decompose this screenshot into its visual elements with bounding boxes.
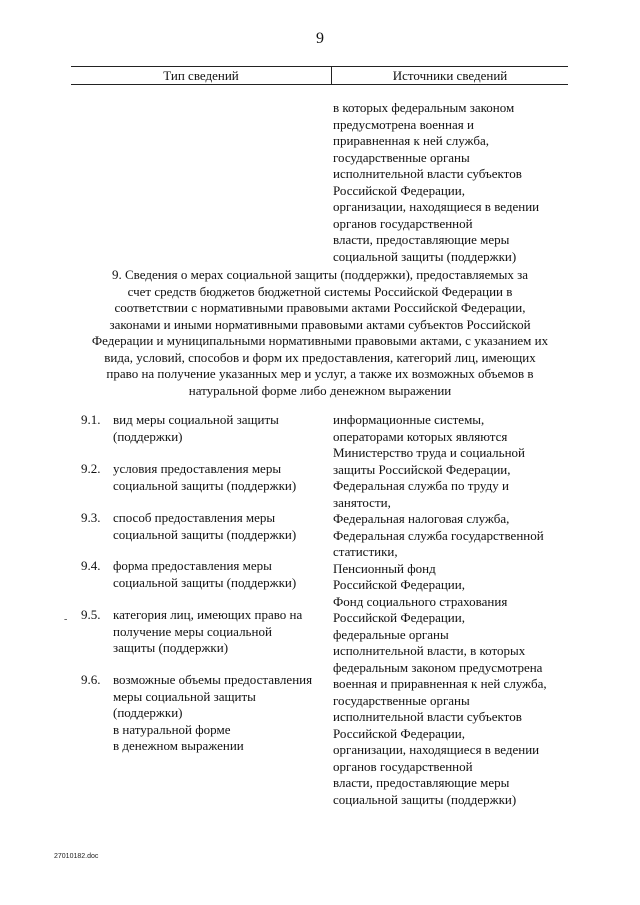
item-description bbox=[113, 672, 312, 755]
text-line: счет средств бюджетов бюджетной системы Российской Федерации в bbox=[127, 283, 513, 299]
text-line: приравненная к ней служба, bbox=[333, 133, 489, 148]
text-line: военная и приравненная к ней служба, bbox=[333, 676, 547, 691]
text-line: органов государственной bbox=[333, 758, 473, 774]
text-line: способ предоставления меры bbox=[113, 510, 276, 525]
item-description bbox=[113, 412, 279, 445]
text-line: социальной защиты (поддержки) bbox=[113, 526, 297, 542]
item-number: 9.6. bbox=[81, 672, 101, 687]
footer-filename: 27010182.doc bbox=[54, 853, 99, 860]
text-line: законами и иными нормативными правовыми актами субъектов Российской bbox=[109, 316, 531, 332]
margin-mark: - bbox=[64, 614, 68, 625]
text-line: Фонд социального страхования bbox=[333, 593, 508, 609]
text-line: вид меры социальной защиты bbox=[113, 412, 279, 427]
text-line: исполнительной власти субъектов bbox=[333, 166, 522, 181]
text-line: социальной защиты (поддержки) bbox=[333, 248, 517, 264]
text-line: вида, условий, способов и форм их предоставления, категорий лиц, имеющих bbox=[104, 349, 536, 365]
text-line: социальной защиты (поддержки) bbox=[113, 477, 297, 493]
text-line: организации, находящиеся в ведении bbox=[333, 199, 540, 214]
text-line: форма предоставления меры bbox=[113, 558, 272, 573]
text-line: (поддержки) bbox=[113, 428, 183, 444]
text-line: защиты Российской Федерации, bbox=[333, 461, 511, 477]
text-line: Российской Федерации, bbox=[333, 610, 465, 625]
text-line: право на получение указанных мер и услуг, а также их возможных объемов в bbox=[106, 366, 534, 381]
text-line: исполнительной власти, в которых bbox=[333, 643, 526, 658]
text-line: возможные объемы предоставления bbox=[113, 672, 313, 687]
text-line: условия предоставления меры bbox=[113, 461, 282, 476]
text-line: Федерации и муниципальными нормативными правовыми актами, с указанием их bbox=[91, 333, 549, 348]
text-line: власти, предоставляющие меры bbox=[333, 775, 510, 790]
text-line: органов государственной bbox=[333, 215, 473, 231]
text-line: статистики, bbox=[333, 544, 398, 559]
section-heading bbox=[0, 267, 640, 399]
text-line: соответствии с нормативными правовыми актами Российской Федерации, bbox=[114, 300, 526, 315]
text-line: государственные органы bbox=[333, 149, 470, 165]
text-line: социальной защиты (поддержки) bbox=[113, 574, 297, 590]
text-line: категория лиц, имеющих право на bbox=[113, 607, 303, 622]
text-line: федеральным законом предусмотрена bbox=[333, 659, 543, 675]
text-line: власти, предоставляющие меры bbox=[333, 232, 510, 247]
sources-column bbox=[333, 412, 547, 808]
item-description bbox=[113, 558, 296, 591]
table-header-type: Тип сведений bbox=[163, 68, 239, 83]
text-line: предусмотрена военная и bbox=[333, 116, 474, 132]
text-line: организации, находящиеся в ведении bbox=[333, 742, 540, 757]
text-line: Федеральная служба государственной bbox=[333, 527, 544, 543]
text-line: Федеральная служба по труду и bbox=[333, 478, 509, 493]
text-line: Российской Федерации, bbox=[333, 577, 465, 592]
text-line: Пенсионный фонд bbox=[333, 560, 436, 576]
text-line: 9. Сведения о мерах социальной защиты (поддержки), предоставляемых за bbox=[112, 267, 528, 282]
item-description bbox=[113, 510, 296, 543]
table-header-sources: Источники сведений bbox=[392, 68, 508, 83]
text-line: в которых федеральным законом bbox=[333, 100, 515, 115]
item-number: 9.3. bbox=[81, 510, 101, 525]
text-line: федеральные органы bbox=[333, 626, 449, 642]
text-line: (поддержки) bbox=[113, 705, 183, 720]
text-line: натуральной форме либо денежном выражении bbox=[188, 382, 452, 398]
item-number: 9.2. bbox=[81, 461, 101, 476]
page-number: 9 bbox=[316, 30, 324, 47]
item-description bbox=[113, 607, 302, 657]
text-line: Российской Федерации, bbox=[333, 725, 465, 741]
text-line: социальной защиты (поддержки) bbox=[333, 791, 517, 807]
text-line: в денежном выражении bbox=[113, 738, 244, 753]
text-line: операторами которых являются bbox=[333, 428, 508, 444]
text-line: занятости, bbox=[333, 494, 391, 510]
item-number: 9.4. bbox=[81, 558, 101, 573]
text-line: государственные органы bbox=[333, 692, 470, 708]
item-number: 9.1. bbox=[81, 412, 101, 427]
text-line: Федеральная налоговая служба, bbox=[333, 511, 510, 526]
text-line: получение меры социальной bbox=[113, 623, 272, 639]
text-line: меры социальной защиты bbox=[113, 688, 256, 704]
text-line: Российской Федерации, bbox=[333, 182, 465, 198]
table-header bbox=[71, 66, 568, 85]
continuation-sources bbox=[333, 100, 539, 265]
text-line: в натуральной форме bbox=[113, 721, 231, 737]
text-line: исполнительной власти субъектов bbox=[333, 709, 522, 724]
text-line: защиты (поддержки) bbox=[113, 640, 229, 655]
item-number: 9.5. bbox=[81, 607, 101, 622]
item-description bbox=[113, 461, 296, 494]
text-line: Министерство труда и социальной bbox=[333, 445, 525, 460]
text-line: информационные системы, bbox=[333, 412, 485, 427]
